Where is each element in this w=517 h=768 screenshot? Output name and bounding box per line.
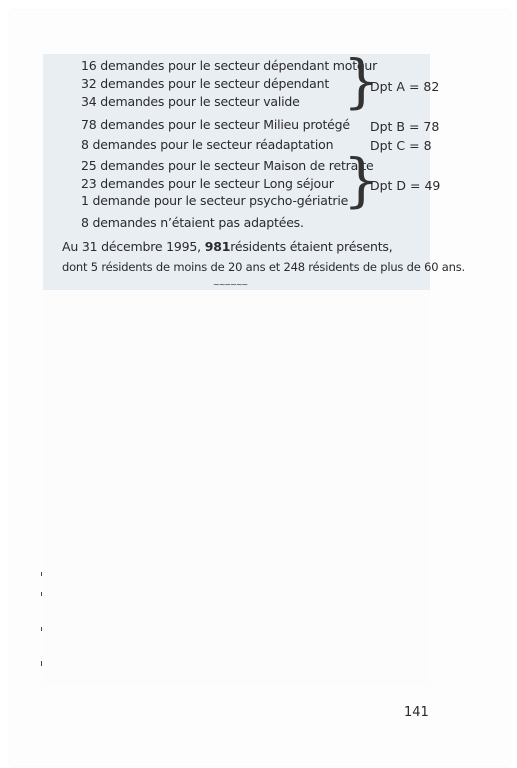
blank-area	[43, 290, 430, 685]
dpt-a-total: Dpt A = 82	[370, 79, 440, 94]
ornament-divider: ~~~~~~	[213, 280, 248, 289]
dpt-c-total: Dpt C = 8	[370, 138, 432, 153]
request-line-b: 78 demandes pour le secteur Milieu protégé	[81, 117, 350, 132]
request-line-a3: 34 demandes pour le secteur valide	[81, 94, 300, 109]
page-number: 141	[404, 705, 429, 720]
edge-mark	[41, 627, 42, 631]
request-line-d1: 25 demandes pour le secteur Maison de retraite	[81, 158, 374, 173]
brace-d: }	[343, 146, 380, 214]
dpt-d-total: Dpt D = 49	[370, 178, 441, 193]
edge-mark	[41, 661, 42, 666]
request-line-a2: 32 demandes pour le secteur dépendant	[81, 76, 330, 91]
edge-mark	[41, 572, 42, 576]
summary-prefix: Au 31 décembre 1995,	[62, 239, 205, 254]
resident-count: 981	[204, 239, 231, 254]
summary-line-2: dont 5 résidents de moins de 20 ans et 248 résidents de plus de 60 ans.	[62, 260, 465, 274]
request-line-c: 8 demandes pour le secteur réadaptation	[81, 137, 334, 152]
edge-mark	[41, 592, 42, 596]
not-adapted-line: 8 demandes n’étaient pas adaptées.	[81, 215, 304, 230]
brace-a: }	[343, 47, 380, 115]
summary-line-1	[62, 239, 393, 254]
request-line-d3: 1 demande pour le secteur psycho-gériatrie	[81, 193, 349, 208]
summary-suffix: résidents étaient présents,	[230, 239, 393, 254]
dpt-b-total: Dpt B = 78	[370, 119, 440, 134]
request-line-a1: 16 demandes pour le secteur dépendant moteur	[81, 58, 378, 73]
request-line-d2: 23 demandes pour le secteur Long séjour	[81, 176, 334, 191]
